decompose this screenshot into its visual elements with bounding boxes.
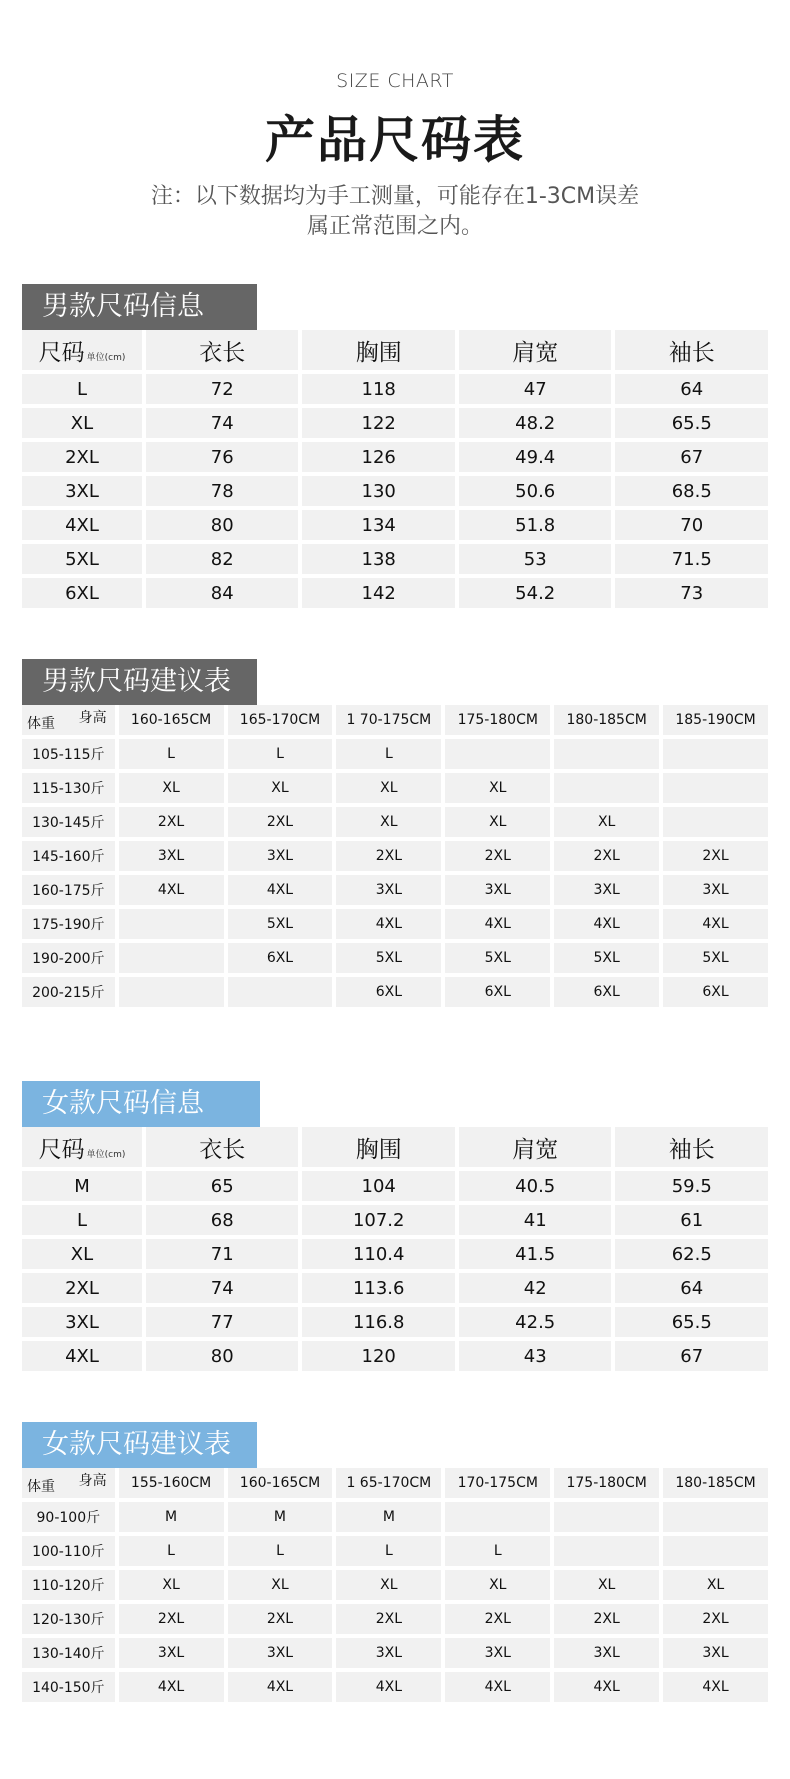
- recommended-size-cell: [554, 1502, 659, 1532]
- weight-range-cell: 130-140斤: [22, 1638, 115, 1668]
- measurement-cell: 65: [146, 1171, 299, 1201]
- weight-range-cell: 130-145斤: [22, 807, 115, 837]
- recommended-size-cell: M: [336, 1502, 441, 1532]
- recommended-size-cell: XL: [336, 773, 441, 803]
- measurement-cell: 41.5: [459, 1239, 612, 1269]
- measurement-cell: 53: [459, 544, 612, 574]
- recommended-size-cell: 3XL: [554, 875, 659, 905]
- recommended-size-cell: L: [228, 739, 333, 769]
- measurement-cell: 110.4: [302, 1239, 455, 1269]
- recommended-size-cell: [445, 739, 550, 769]
- height-range-header: 160-165CM: [119, 705, 224, 735]
- measurement-cell: 77: [146, 1307, 299, 1337]
- recommended-size-cell: 3XL: [445, 1638, 550, 1668]
- measurement-cell: 76: [146, 442, 299, 472]
- measurement-cell: 49.4: [459, 442, 612, 472]
- recommended-size-cell: L: [336, 739, 441, 769]
- recommended-size-cell: 4XL: [554, 1672, 659, 1702]
- recommended-size-cell: L: [336, 1536, 441, 1566]
- table-row: [22, 773, 768, 803]
- recommended-size-cell: XL: [554, 807, 659, 837]
- recommended-size-cell: 3XL: [119, 841, 224, 871]
- column-header: 衣长: [146, 1127, 299, 1167]
- recommended-size-cell: M: [119, 1502, 224, 1532]
- weight-label: 体重: [27, 716, 55, 732]
- measurement-cell: 126: [302, 442, 455, 472]
- recommended-size-cell: [663, 807, 768, 837]
- table-row: [22, 943, 768, 973]
- measurement-cell: 84: [146, 578, 299, 608]
- recommended-size-cell: [663, 1536, 768, 1566]
- column-header: 袖长: [615, 330, 768, 370]
- recommended-size-cell: [119, 977, 224, 1007]
- recommended-size-cell: 2XL: [663, 841, 768, 871]
- height-range-header: 170-175CM: [445, 1468, 550, 1498]
- weight-range-cell: 105-115斤: [22, 739, 115, 769]
- size-cell: 2XL: [22, 442, 142, 472]
- measurement-cell: 71: [146, 1239, 299, 1269]
- height-range-header: 1 65-170CM: [336, 1468, 441, 1498]
- women-size-advice-table: [18, 1464, 772, 1706]
- measurement-cell: 65.5: [615, 1307, 768, 1337]
- table-row: [22, 1205, 768, 1235]
- height-range-header: 160-165CM: [228, 1468, 333, 1498]
- women-size-info-tag: 女款尺码信息: [22, 1081, 260, 1127]
- measurement-cell: 40.5: [459, 1171, 612, 1201]
- measurement-cell: 74: [146, 408, 299, 438]
- recommended-size-cell: 2XL: [228, 807, 333, 837]
- recommended-size-cell: XL: [554, 1570, 659, 1600]
- table-row: [22, 1502, 768, 1532]
- table-row: [22, 476, 768, 506]
- recommended-size-cell: 3XL: [228, 841, 333, 871]
- recommended-size-cell: 2XL: [119, 1604, 224, 1634]
- recommended-size-cell: [554, 739, 659, 769]
- women-size-info-section: [22, 1081, 768, 1375]
- header-row: [22, 330, 768, 370]
- measurement-cell: 42: [459, 1273, 612, 1303]
- recommended-size-cell: 3XL: [445, 875, 550, 905]
- height-range-header: 1 70-175CM: [336, 705, 441, 735]
- recommended-size-cell: XL: [663, 1570, 768, 1600]
- column-header: 衣长: [146, 330, 299, 370]
- measurement-cell: 73: [615, 578, 768, 608]
- measurement-cell: 64: [615, 1273, 768, 1303]
- height-range-header: 175-180CM: [445, 705, 550, 735]
- measurement-cell: 138: [302, 544, 455, 574]
- size-header-cell: [22, 330, 142, 370]
- measurement-cell: 72: [146, 374, 299, 404]
- table-row: [22, 1638, 768, 1668]
- measurement-cell: 107.2: [302, 1205, 455, 1235]
- table-row: [22, 1171, 768, 1201]
- table-row: [22, 1239, 768, 1269]
- measurement-cell: 113.6: [302, 1273, 455, 1303]
- size-cell: XL: [22, 1239, 142, 1269]
- recommended-size-cell: 5XL: [336, 943, 441, 973]
- size-cell: 4XL: [22, 1341, 142, 1371]
- men-size-advice-section: [22, 659, 768, 1011]
- recommended-size-cell: 4XL: [119, 875, 224, 905]
- table-row: [22, 408, 768, 438]
- recommended-size-cell: [554, 773, 659, 803]
- weight-range-cell: 115-130斤: [22, 773, 115, 803]
- recommended-size-cell: 4XL: [228, 875, 333, 905]
- weight-range-cell: 160-175斤: [22, 875, 115, 905]
- men-size-advice-table: [18, 701, 772, 1011]
- corner-cell: [22, 1468, 115, 1498]
- recommended-size-cell: [663, 1502, 768, 1532]
- recommended-size-cell: 4XL: [445, 1672, 550, 1702]
- height-range-header: 185-190CM: [663, 705, 768, 735]
- recommended-size-cell: 4XL: [336, 909, 441, 939]
- height-range-header: 155-160CM: [119, 1468, 224, 1498]
- recommended-size-cell: M: [228, 1502, 333, 1532]
- table-row: [22, 739, 768, 769]
- measurement-cell: 74: [146, 1273, 299, 1303]
- measurement-cell: 42.5: [459, 1307, 612, 1337]
- recommended-size-cell: XL: [445, 773, 550, 803]
- recommended-size-cell: 5XL: [228, 909, 333, 939]
- men-size-info-section: [22, 284, 768, 612]
- measurement-cell: 47: [459, 374, 612, 404]
- measurement-cell: 65.5: [615, 408, 768, 438]
- recommended-size-cell: XL: [119, 773, 224, 803]
- size-header-label: 尺码: [38, 1136, 85, 1163]
- table-row: [22, 510, 768, 540]
- recommended-size-cell: 6XL: [228, 943, 333, 973]
- recommended-size-cell: L: [445, 1536, 550, 1566]
- table-row: [22, 442, 768, 472]
- weight-range-cell: 90-100斤: [22, 1502, 115, 1532]
- recommended-size-cell: 3XL: [228, 1638, 333, 1668]
- height-range-header: 180-185CM: [663, 1468, 768, 1498]
- measurement-cell: 130: [302, 476, 455, 506]
- measurement-cell: 51.8: [459, 510, 612, 540]
- table-row: [22, 1672, 768, 1702]
- size-cell: 3XL: [22, 476, 142, 506]
- recommended-size-cell: [663, 773, 768, 803]
- recommended-size-cell: 3XL: [663, 875, 768, 905]
- weight-label: 体重: [27, 1479, 55, 1495]
- table-row: [22, 374, 768, 404]
- recommended-size-cell: [228, 977, 333, 1007]
- recommended-size-cell: 5XL: [663, 943, 768, 973]
- recommended-size-cell: 3XL: [336, 875, 441, 905]
- recommended-size-cell: 5XL: [554, 943, 659, 973]
- weight-range-cell: 140-150斤: [22, 1672, 115, 1702]
- note-line-2: 属正常范围之内。: [306, 214, 483, 239]
- table-row: [22, 1570, 768, 1600]
- size-cell: 5XL: [22, 544, 142, 574]
- column-header: 肩宽: [459, 1127, 612, 1167]
- header-row: [22, 1127, 768, 1167]
- table-row: [22, 977, 768, 1007]
- recommended-size-cell: 4XL: [445, 909, 550, 939]
- women-size-info-table: [18, 1123, 772, 1375]
- recommended-size-cell: 4XL: [663, 1672, 768, 1702]
- measurement-cell: 70: [615, 510, 768, 540]
- recommended-size-cell: L: [228, 1536, 333, 1566]
- measurement-cell: 67: [615, 1341, 768, 1371]
- recommended-size-cell: 6XL: [445, 977, 550, 1007]
- unit-label: 单位(cm): [86, 1149, 126, 1160]
- column-header: 肩宽: [459, 330, 612, 370]
- header-row: [22, 705, 768, 735]
- recommended-size-cell: L: [119, 1536, 224, 1566]
- measurement-cell: 68: [146, 1205, 299, 1235]
- weight-range-cell: 100-110斤: [22, 1536, 115, 1566]
- measurement-cell: 71.5: [615, 544, 768, 574]
- size-cell: M: [22, 1171, 142, 1201]
- measurement-cell: 64: [615, 374, 768, 404]
- table-row: [22, 1604, 768, 1634]
- recommended-size-cell: 4XL: [663, 909, 768, 939]
- women-size-advice-section: [22, 1422, 768, 1706]
- recommended-size-cell: 3XL: [119, 1638, 224, 1668]
- recommended-size-cell: [119, 943, 224, 973]
- recommended-size-cell: 2XL: [119, 807, 224, 837]
- table-row: [22, 1307, 768, 1337]
- recommended-size-cell: XL: [445, 1570, 550, 1600]
- column-header: 胸围: [302, 1127, 455, 1167]
- table-row: [22, 1341, 768, 1371]
- weight-range-cell: 120-130斤: [22, 1604, 115, 1634]
- measurement-note: [0, 182, 790, 242]
- measurement-cell: 41: [459, 1205, 612, 1235]
- measurement-cell: 61: [615, 1205, 768, 1235]
- corner-cell: [22, 705, 115, 735]
- weight-range-cell: 110-120斤: [22, 1570, 115, 1600]
- measurement-cell: 43: [459, 1341, 612, 1371]
- measurement-cell: 78: [146, 476, 299, 506]
- size-cell: L: [22, 374, 142, 404]
- page-title: 产品尺码表: [265, 111, 525, 169]
- measurement-cell: 120: [302, 1341, 455, 1371]
- recommended-size-cell: 6XL: [336, 977, 441, 1007]
- table-row: [22, 875, 768, 905]
- recommended-size-cell: XL: [119, 1570, 224, 1600]
- column-header: 袖长: [615, 1127, 768, 1167]
- size-chart-subtitle: SIZE CHART: [336, 70, 454, 92]
- measurement-cell: 118: [302, 374, 455, 404]
- recommended-size-cell: 2XL: [336, 1604, 441, 1634]
- size-cell: L: [22, 1205, 142, 1235]
- table-row: [22, 841, 768, 871]
- recommended-size-cell: XL: [228, 1570, 333, 1600]
- men-size-advice-tag: 男款尺码建议表: [22, 659, 257, 705]
- weight-range-cell: 175-190斤: [22, 909, 115, 939]
- table-row: [22, 1273, 768, 1303]
- recommended-size-cell: 2XL: [554, 841, 659, 871]
- recommended-size-cell: XL: [336, 1570, 441, 1600]
- table-row: [22, 1536, 768, 1566]
- measurement-cell: 82: [146, 544, 299, 574]
- recommended-size-cell: 4XL: [336, 1672, 441, 1702]
- recommended-size-cell: [554, 1536, 659, 1566]
- recommended-size-cell: L: [119, 739, 224, 769]
- height-label: 身高: [78, 1473, 107, 1489]
- height-range-header: 165-170CM: [228, 705, 333, 735]
- note-line-1: 注：以下数据均为手工测量，可能存在1-3CM误差: [150, 184, 640, 209]
- measurement-cell: 50.6: [459, 476, 612, 506]
- size-cell: XL: [22, 408, 142, 438]
- measurement-cell: 62.5: [615, 1239, 768, 1269]
- recommended-size-cell: 6XL: [554, 977, 659, 1007]
- measurement-cell: 54.2: [459, 578, 612, 608]
- recommended-size-cell: 5XL: [445, 943, 550, 973]
- recommended-size-cell: 2XL: [228, 1604, 333, 1634]
- height-range-header: 175-180CM: [554, 1468, 659, 1498]
- measurement-cell: 104: [302, 1171, 455, 1201]
- recommended-size-cell: 2XL: [445, 1604, 550, 1634]
- recommended-size-cell: 4XL: [119, 1672, 224, 1702]
- size-cell: 3XL: [22, 1307, 142, 1337]
- recommended-size-cell: [445, 1502, 550, 1532]
- size-cell: 6XL: [22, 578, 142, 608]
- measurement-cell: 68.5: [615, 476, 768, 506]
- column-header: 胸围: [302, 330, 455, 370]
- recommended-size-cell: 3XL: [663, 1638, 768, 1668]
- weight-range-cell: 190-200斤: [22, 943, 115, 973]
- height-label: 身高: [78, 710, 107, 726]
- recommended-size-cell: XL: [336, 807, 441, 837]
- recommended-size-cell: XL: [445, 807, 550, 837]
- measurement-cell: 122: [302, 408, 455, 438]
- table-row: [22, 578, 768, 608]
- header-row: [22, 1468, 768, 1498]
- women-size-advice-tag: 女款尺码建议表: [22, 1422, 257, 1468]
- men-size-info-tag: 男款尺码信息: [22, 284, 257, 330]
- recommended-size-cell: [119, 909, 224, 939]
- measurement-cell: 80: [146, 1341, 299, 1371]
- measurement-cell: 142: [302, 578, 455, 608]
- height-range-header: 180-185CM: [554, 705, 659, 735]
- recommended-size-cell: [663, 739, 768, 769]
- measurement-cell: 59.5: [615, 1171, 768, 1201]
- size-header-label: 尺码: [38, 339, 85, 366]
- table-row: [22, 807, 768, 837]
- recommended-size-cell: 3XL: [336, 1638, 441, 1668]
- measurement-cell: 80: [146, 510, 299, 540]
- recommended-size-cell: 4XL: [554, 909, 659, 939]
- men-size-info-table: [18, 326, 772, 612]
- recommended-size-cell: 3XL: [554, 1638, 659, 1668]
- size-header-cell: [22, 1127, 142, 1167]
- size-cell: 4XL: [22, 510, 142, 540]
- size-cell: 2XL: [22, 1273, 142, 1303]
- recommended-size-cell: 2XL: [663, 1604, 768, 1634]
- recommended-size-cell: 4XL: [228, 1672, 333, 1702]
- table-row: [22, 909, 768, 939]
- recommended-size-cell: 6XL: [663, 977, 768, 1007]
- measurement-cell: 116.8: [302, 1307, 455, 1337]
- recommended-size-cell: 2XL: [336, 841, 441, 871]
- measurement-cell: 134: [302, 510, 455, 540]
- weight-range-cell: 200-215斤: [22, 977, 115, 1007]
- unit-label: 单位(cm): [86, 352, 126, 363]
- table-row: [22, 544, 768, 574]
- recommended-size-cell: XL: [228, 773, 333, 803]
- recommended-size-cell: 2XL: [554, 1604, 659, 1634]
- measurement-cell: 67: [615, 442, 768, 472]
- weight-range-cell: 145-160斤: [22, 841, 115, 871]
- measurement-cell: 48.2: [459, 408, 612, 438]
- page-header: [0, 70, 790, 242]
- recommended-size-cell: 2XL: [445, 841, 550, 871]
